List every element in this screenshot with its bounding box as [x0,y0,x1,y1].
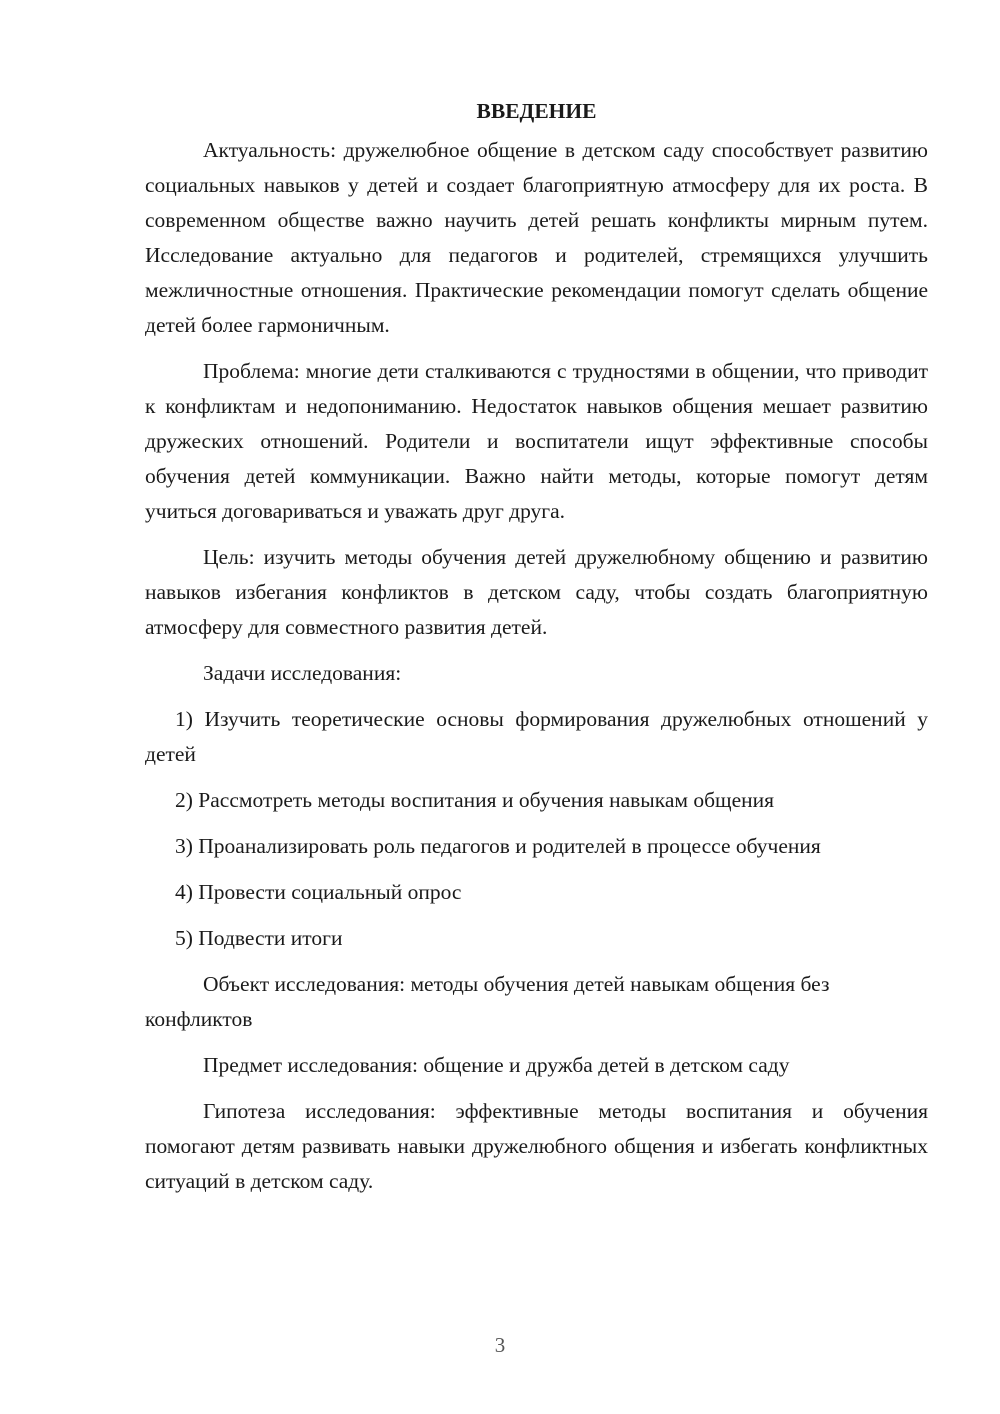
document-page [145,95,928,1210]
paragraph-goal: Цель: изучить методы обучения детей дружелюбному общению и развитию навыков избегания конфликтов в детском саду, чтобы создать благоприятную атмосферу для совместного развития детей. [145,545,928,639]
paragraph-object: Объект исследования: методы обучения детей навыкам общения без конфликтов [145,972,830,1031]
tasks-heading: Задачи исследования: [203,661,402,685]
task-item-5: 5) Подвести итоги [175,926,343,950]
paragraph-relevance: Актуальность: дружелюбное общение в детском саду способствует развитию социальных навыков у детей и создает благоприятную атмосферу для их роста. В современном обществе важно научить детей решать конфликты мирным путем. Исследование актуально для педагогов и родителей, стремящихся улучшить межличностные отношения. Практические рекомендации помогут сделать общение детей более гармоничным. [145,138,928,337]
task-item-3: 3) Проанализировать роль педагогов и родителей в процессе обучения [175,834,821,858]
paragraph-hypothesis: Гипотеза исследования: эффективные методы воспитания и обучения помогают детям развивать навыки дружелюбного общения и избегать конфликтных ситуаций в детском саду. [145,1099,928,1193]
task-item-4: 4) Провести социальный опрос [175,880,462,904]
task-item-1: 1) Изучить теоретические основы формирования дружелюбных отношений у детей [145,707,928,766]
section-title: ВВЕДЕНИЕ [476,99,597,123]
task-item-2: 2) Рассмотреть методы воспитания и обучения навыкам общения [175,788,775,812]
paragraph-subject: Предмет исследования: общение и дружба детей в детском саду [203,1053,790,1077]
page-number: 3 [494,1333,506,1357]
paragraph-problem: Проблема: многие дети сталкиваются с трудностями в общении, что приводит к конфликтам и недопониманию. Недостаток навыков общения мешает развитию дружеских отношений. Родители и воспитатели ищут эффективные способы обучения детей коммуникации. Важно найти методы, которые помогут детям учиться договариваться и уважать друг друга. [145,359,928,523]
